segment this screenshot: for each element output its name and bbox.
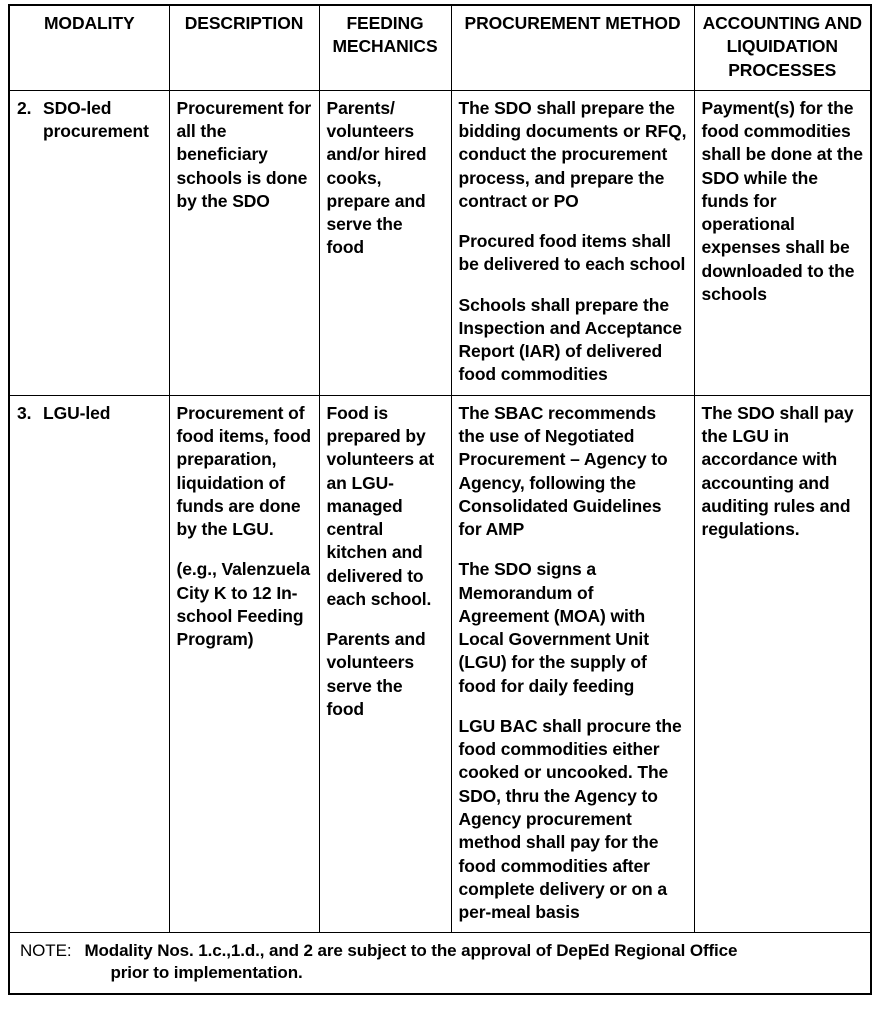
- header-feeding-line2: MECHANICS: [332, 36, 438, 57]
- header-accounting-line2: LIQUIDATION: [726, 36, 838, 57]
- modality-entry: [17, 97, 162, 144]
- note-line-2: prior to implementation.: [110, 963, 303, 983]
- column-header-accounting-liquidation: [694, 5, 871, 90]
- header-row: [9, 5, 871, 90]
- cell-note: [9, 933, 871, 995]
- cell-modality: [9, 90, 169, 395]
- cell-accounting-liquidation: [694, 90, 871, 395]
- table-body: [9, 90, 871, 994]
- header-accounting-line3: PROCESSES: [728, 59, 837, 80]
- header-feeding-line1: FEEDING: [346, 13, 424, 33]
- table-row: [9, 395, 871, 933]
- note-label: NOTE:: [20, 941, 72, 961]
- note-text: [84, 940, 864, 984]
- table-header: [9, 5, 871, 90]
- cell-procurement-method: [451, 395, 694, 933]
- procurement-paragraph: Procured food items shall be delivered to each school: [458, 231, 686, 275]
- table-row: [9, 90, 871, 395]
- modality-number: 3.: [17, 402, 32, 423]
- accounting-paragraph: Payment(s) for the food commodities shall be done at the SDO while the funds for operational expenses shall be downloaded to the schools: [701, 97, 863, 304]
- feeding-paragraph: Parents/ volunteers and/or hired cooks, prepare and serve the food: [326, 97, 427, 258]
- procurement-paragraph: LGU BAC shall procure the food commodities either cooked or uncooked. The SDO, thru the Agency to Agency procurement method shall pay for the food commodities after complete delivery or on a per-meal basis: [458, 715, 682, 923]
- header-procurement-text: PROCUREMENT METHOD: [464, 13, 681, 33]
- header-accounting-line1: ACCOUNTING AND: [702, 13, 862, 33]
- modality-entry: [17, 402, 162, 425]
- column-header-feeding-mechanics: [319, 5, 451, 90]
- procurement-paragraph: The SBAC recommends the use of Negotiated Procurement – Agency to Agency, following the Consolidated Guidelines for AMP: [458, 402, 668, 540]
- feeding-paragraph: Food is prepared by volunteers at an LGU-managed central kitchen and delivered to each school.: [326, 402, 435, 609]
- cell-description: [169, 395, 319, 933]
- cell-description: [169, 90, 319, 395]
- column-header-modality: [9, 5, 169, 90]
- note-line-1: Modality Nos. 1.c.,1.d., and 2 are subject to the approval of DepEd Regional Office: [84, 941, 738, 961]
- accounting-paragraph: The SDO shall pay the LGU in accordance with accounting and auditing rules and regulations.: [701, 402, 854, 540]
- cell-procurement-method: [451, 90, 694, 395]
- procurement-paragraph: The SDO signs a Memorandum of Agreement (MOA) with Local Government Unit (LGU) for the supply of food for daily feeding: [458, 559, 649, 696]
- description-paragraph: Procurement of food items, food preparation, liquidation of funds are done by the LGU.: [176, 402, 311, 540]
- modality-name: LGU-led: [43, 402, 111, 423]
- description-paragraph: (e.g., Valenzuela City K to 12 In-school Feeding Program): [176, 559, 310, 650]
- cell-feeding-mechanics: [319, 90, 451, 395]
- note-content: [20, 940, 864, 984]
- procurement-paragraph: Schools shall prepare the Inspection and Acceptance Report (IAR) of delivered food commodities: [458, 294, 682, 385]
- procurement-paragraph: The SDO shall prepare the bidding documents or RFQ, conduct the procurement process, and prepare the contract or PO: [458, 97, 687, 211]
- feeding-modality-table: [8, 4, 872, 995]
- header-modality-text: MODALITY: [43, 13, 135, 33]
- feeding-paragraph: Parents and volunteers serve the food: [326, 629, 426, 719]
- description-paragraph: Procurement for all the beneficiary schools is done by the SDO: [176, 97, 312, 211]
- header-description-text: DESCRIPTION: [184, 13, 304, 33]
- column-header-procurement-method: [451, 5, 694, 90]
- column-header-description: [169, 5, 319, 90]
- cell-modality: [9, 395, 169, 933]
- cell-feeding-mechanics: [319, 395, 451, 933]
- table-note-row: [9, 933, 871, 995]
- modality-number: 2.: [17, 97, 32, 118]
- cell-accounting-liquidation: [694, 395, 871, 933]
- modality-name: SDO-led procurement: [43, 97, 149, 142]
